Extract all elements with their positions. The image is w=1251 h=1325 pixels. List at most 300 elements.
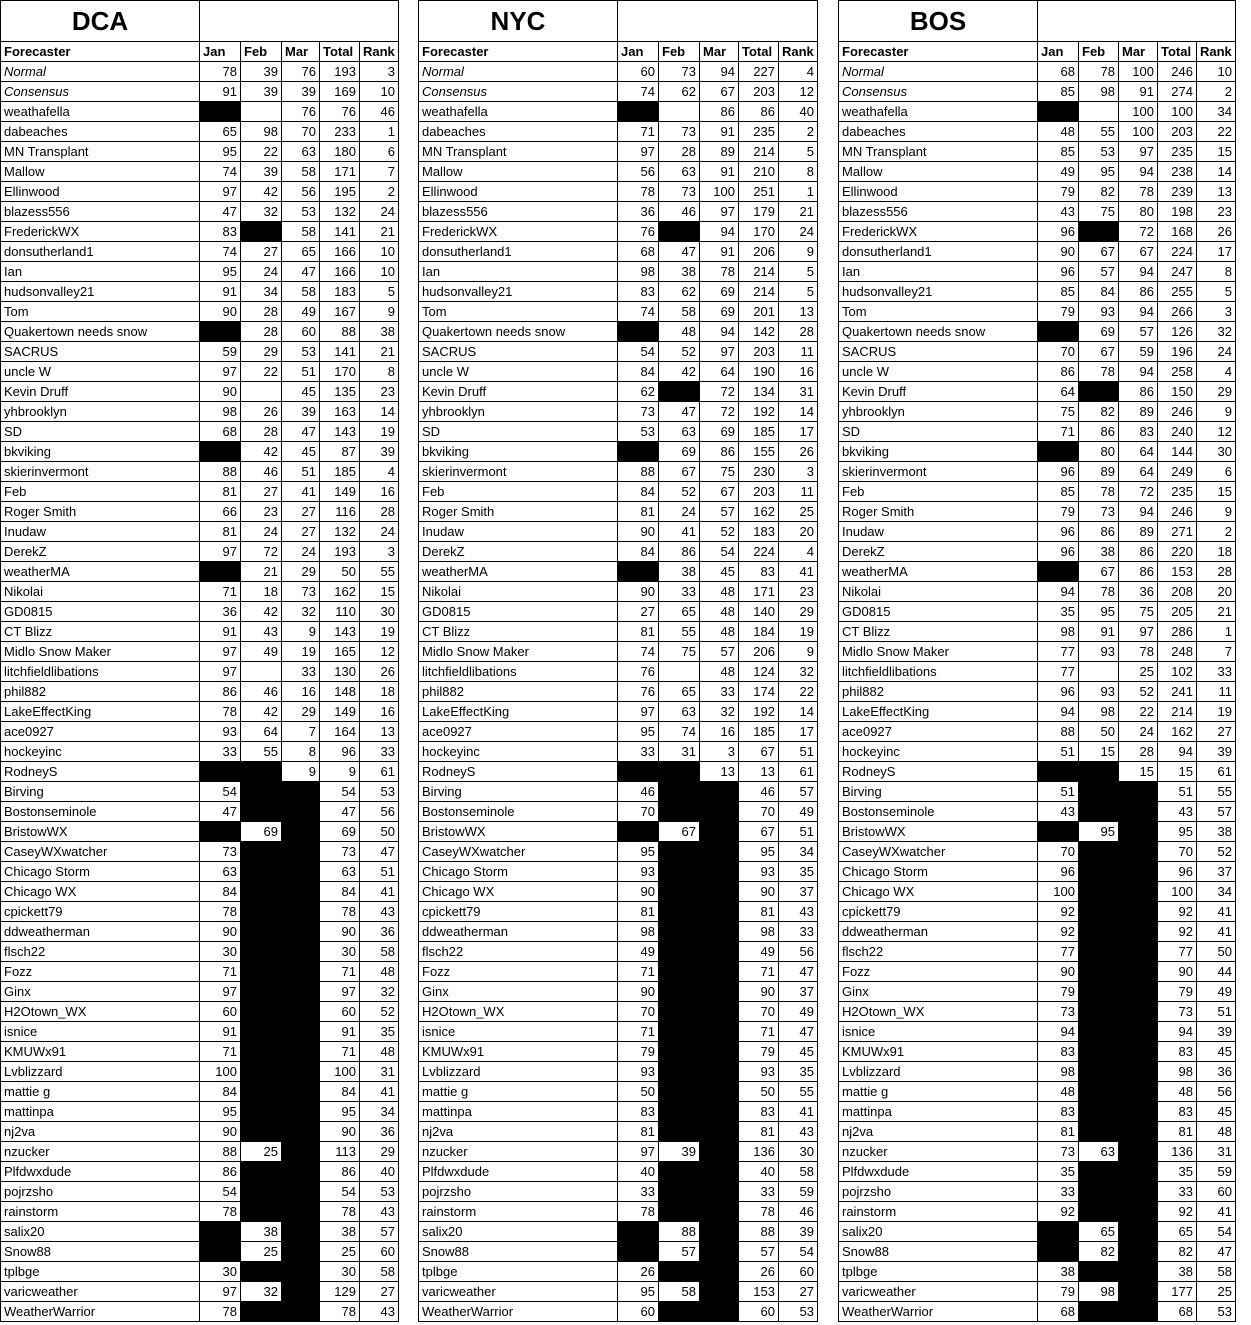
forecaster-name: Mallow (839, 162, 1038, 182)
feb-score: 69 (1079, 322, 1119, 342)
jan-score: 70 (1038, 842, 1079, 862)
total-score: 26 (739, 1262, 779, 1282)
feb-score: 67 (659, 462, 700, 482)
mar-score (282, 1202, 320, 1222)
jan-score: 47 (200, 202, 241, 222)
feb-score (1079, 222, 1119, 242)
rank: 58 (779, 1162, 818, 1182)
table-row (1, 1122, 399, 1142)
total-score: 76 (320, 102, 360, 122)
jan-score: 79 (1038, 182, 1079, 202)
mar-score: 29 (282, 562, 320, 582)
rank: 24 (779, 222, 818, 242)
col-header-total: Total (1158, 42, 1197, 62)
rank: 40 (779, 102, 818, 122)
feb-score (1079, 762, 1119, 782)
total-score: 33 (1158, 1182, 1197, 1202)
mar-score: 48 (700, 602, 739, 622)
feb-score: 67 (1079, 242, 1119, 262)
col-header-total: Total (320, 42, 360, 62)
jan-score: 90 (618, 522, 659, 542)
jan-score: 74 (618, 82, 659, 102)
forecaster-name: Birving (839, 782, 1038, 802)
table-row (419, 1042, 818, 1062)
table-row (1, 362, 399, 382)
rank: 8 (779, 162, 818, 182)
total-score: 40 (739, 1162, 779, 1182)
table-row (1, 602, 399, 622)
table-row (419, 902, 818, 922)
forecaster-name: RodneyS (419, 762, 618, 782)
rank: 21 (779, 202, 818, 222)
forecaster-name: nj2va (1, 1122, 200, 1142)
rank: 41 (779, 562, 818, 582)
table-row (839, 162, 1236, 182)
total-score: 73 (320, 842, 360, 862)
feb-score: 33 (659, 582, 700, 602)
feb-score (241, 962, 282, 982)
feb-score: 39 (241, 162, 282, 182)
jan-score: 78 (618, 182, 659, 202)
feb-score (241, 1162, 282, 1182)
forecaster-name: flsch22 (419, 942, 618, 962)
forecaster-name: Ellinwood (839, 182, 1038, 202)
mar-score (282, 1302, 320, 1322)
jan-score: 48 (1038, 122, 1079, 142)
forecaster-name: weatherMA (1, 562, 200, 582)
table-row (1, 262, 399, 282)
mar-score (1119, 862, 1158, 882)
total-score: 171 (320, 162, 360, 182)
total-score: 87 (320, 442, 360, 462)
forecaster-name: BristowWX (1, 822, 200, 842)
feb-score: 58 (659, 302, 700, 322)
feb-score: 78 (1079, 482, 1119, 502)
forecaster-name: Lvblizzard (1, 1062, 200, 1082)
rank: 51 (1197, 1002, 1236, 1022)
total-score: 235 (1158, 482, 1197, 502)
forecaster-name: Nikolai (839, 582, 1038, 602)
forecaster-name: mattinpa (839, 1102, 1038, 1122)
table-row (839, 822, 1236, 842)
jan-score: 85 (1038, 82, 1079, 102)
table-row (1, 302, 399, 322)
mar-score (700, 1142, 739, 1162)
jan-score: 78 (200, 902, 241, 922)
forecaster-name: blazess556 (1, 202, 200, 222)
rank: 49 (1197, 982, 1236, 1002)
table-row (839, 342, 1236, 362)
feb-score: 98 (241, 122, 282, 142)
jan-score: 66 (200, 502, 241, 522)
mar-score: 78 (1119, 182, 1158, 202)
mar-score: 9 (282, 622, 320, 642)
rank: 16 (779, 362, 818, 382)
jan-score: 81 (200, 522, 241, 542)
forecaster-name: Consensus (419, 82, 618, 102)
feb-score (1079, 1122, 1119, 1142)
rank: 39 (1197, 1022, 1236, 1042)
rank: 33 (1197, 662, 1236, 682)
jan-score: 88 (1038, 722, 1079, 742)
jan-score: 98 (618, 262, 659, 282)
mar-score: 89 (1119, 402, 1158, 422)
jan-score: 26 (618, 1262, 659, 1282)
table-row (839, 702, 1236, 722)
jan-score: 74 (200, 162, 241, 182)
total-score: 140 (739, 602, 779, 622)
mar-score: 94 (1119, 162, 1158, 182)
table-row (1, 1182, 399, 1202)
mar-score (282, 1042, 320, 1062)
total-score: 60 (320, 1002, 360, 1022)
feb-score: 28 (241, 322, 282, 342)
table-row (1, 1222, 399, 1242)
feb-score: 65 (1079, 1222, 1119, 1242)
table-row (1, 1162, 399, 1182)
rank: 6 (360, 142, 399, 162)
mar-score: 45 (282, 442, 320, 462)
rank: 2 (1197, 522, 1236, 542)
rank: 30 (360, 602, 399, 622)
rank: 9 (360, 302, 399, 322)
forecaster-name: hockeyinc (1, 742, 200, 762)
feb-score: 63 (1079, 1142, 1119, 1162)
feb-score: 80 (1079, 442, 1119, 462)
forecaster-name: ace0927 (839, 722, 1038, 742)
table-row (1, 342, 399, 362)
rank: 45 (1197, 1042, 1236, 1062)
feb-score: 73 (1079, 502, 1119, 522)
mar-score: 72 (700, 402, 739, 422)
feb-score: 28 (241, 302, 282, 322)
table-row (1, 162, 399, 182)
table-row (419, 522, 818, 542)
table-row (1, 1302, 399, 1322)
rank: 51 (779, 822, 818, 842)
feb-score: 78 (1079, 62, 1119, 82)
mar-score (700, 1242, 739, 1262)
table-row (1, 902, 399, 922)
jan-score: 33 (200, 742, 241, 762)
total-score: 69 (320, 822, 360, 842)
table-row (419, 322, 818, 342)
table-row (419, 642, 818, 662)
forecaster-name: Midlo Snow Maker (419, 642, 618, 662)
total-score: 71 (320, 962, 360, 982)
mar-score: 64 (700, 362, 739, 382)
forecaster-name: cpickett79 (419, 902, 618, 922)
mar-score: 19 (282, 642, 320, 662)
rank: 46 (360, 102, 399, 122)
rank: 8 (360, 362, 399, 382)
total-score: 60 (739, 1302, 779, 1322)
feb-score (659, 962, 700, 982)
feb-score (241, 1022, 282, 1042)
forecaster-name: rainstorm (419, 1202, 618, 1222)
feb-score (1079, 942, 1119, 962)
mar-score: 59 (1119, 342, 1158, 362)
total-score: 210 (739, 162, 779, 182)
mar-score: 64 (1119, 442, 1158, 462)
table-row (839, 202, 1236, 222)
jan-score: 97 (200, 1282, 241, 1302)
rank: 34 (779, 842, 818, 862)
col-header-mar: Mar (282, 42, 320, 62)
feb-score: 62 (659, 282, 700, 302)
table-row (419, 942, 818, 962)
feb-score: 95 (1079, 602, 1119, 622)
table-row (419, 722, 818, 742)
total-score: 73 (1158, 1002, 1197, 1022)
feb-score: 38 (659, 562, 700, 582)
rank: 12 (1197, 422, 1236, 442)
mar-score (1119, 1302, 1158, 1322)
rank: 21 (360, 342, 399, 362)
feb-score: 52 (659, 482, 700, 502)
total-score: 196 (1158, 342, 1197, 362)
feb-score (659, 382, 700, 402)
jan-score: 88 (200, 462, 241, 482)
jan-score: 83 (200, 222, 241, 242)
table-row (839, 362, 1236, 382)
jan-score (618, 562, 659, 582)
rank: 10 (360, 242, 399, 262)
mar-score (700, 1302, 739, 1322)
total-score: 201 (739, 302, 779, 322)
mar-score (1119, 1042, 1158, 1062)
table-row (419, 262, 818, 282)
total-score: 239 (1158, 182, 1197, 202)
mar-score: 86 (700, 442, 739, 462)
mar-score: 24 (282, 542, 320, 562)
forecaster-name: Plfdwxdude (1, 1162, 200, 1182)
jan-score: 48 (1038, 1082, 1079, 1102)
rank: 55 (779, 1082, 818, 1102)
mar-score (700, 1002, 739, 1022)
jan-score: 43 (1038, 202, 1079, 222)
jan-score: 71 (618, 122, 659, 142)
forecaster-name: CT Blizz (419, 622, 618, 642)
mar-score: 67 (700, 82, 739, 102)
mar-score: 32 (700, 702, 739, 722)
forecaster-name: Mallow (1, 162, 200, 182)
jan-score: 77 (1038, 662, 1079, 682)
total-score: 233 (320, 122, 360, 142)
forecaster-name: Feb (839, 482, 1038, 502)
feb-score: 23 (241, 502, 282, 522)
total-score: 54 (320, 782, 360, 802)
jan-score: 74 (618, 642, 659, 662)
table-row (839, 62, 1236, 82)
mar-score (1119, 822, 1158, 842)
feb-score: 25 (241, 1242, 282, 1262)
mar-score: 16 (700, 722, 739, 742)
feb-score: 15 (1079, 742, 1119, 762)
table-row (419, 82, 818, 102)
total-score: 113 (320, 1142, 360, 1162)
forecaster-name: donsutherland1 (839, 242, 1038, 262)
mar-score (1119, 1142, 1158, 1162)
jan-score (200, 822, 241, 842)
rank: 21 (1197, 602, 1236, 622)
forecaster-name: skierinvermont (839, 462, 1038, 482)
feb-score: 62 (659, 82, 700, 102)
total-score: 124 (739, 662, 779, 682)
feb-score (241, 1202, 282, 1222)
forecaster-name: CaseyWXwatcher (1, 842, 200, 862)
forecaster-name: Fozz (1, 962, 200, 982)
feb-score: 32 (241, 202, 282, 222)
feb-score: 98 (1079, 82, 1119, 102)
forecaster-name: salix20 (1, 1222, 200, 1242)
forecaster-name: Ian (839, 262, 1038, 282)
table-row (839, 982, 1236, 1002)
dca-table (0, 0, 399, 1322)
rank: 37 (779, 982, 818, 1002)
forecaster-name: Nikolai (1, 582, 200, 602)
mar-score: 83 (1119, 422, 1158, 442)
jan-score: 92 (1038, 1202, 1079, 1222)
jan-score: 73 (200, 842, 241, 862)
table-row (419, 1062, 818, 1082)
forecaster-name: ddweatherman (1, 922, 200, 942)
mar-score: 52 (1119, 682, 1158, 702)
total-score: 171 (739, 582, 779, 602)
table-row (839, 402, 1236, 422)
mar-score (282, 842, 320, 862)
feb-score: 34 (241, 282, 282, 302)
table-row (839, 502, 1236, 522)
mar-score: 64 (1119, 462, 1158, 482)
feb-score: 88 (659, 1222, 700, 1242)
rank: 59 (1197, 1162, 1236, 1182)
feb-score (659, 1082, 700, 1102)
feb-score (1079, 902, 1119, 922)
table-row (839, 762, 1236, 782)
rank: 4 (779, 542, 818, 562)
total-score: 206 (739, 642, 779, 662)
table-row (1, 442, 399, 462)
total-score: 30 (320, 1262, 360, 1282)
feb-score (241, 102, 282, 122)
jan-score: 78 (200, 1202, 241, 1222)
jan-score: 88 (618, 462, 659, 482)
rank: 27 (1197, 722, 1236, 742)
total-score: 48 (1158, 1082, 1197, 1102)
jan-score: 73 (1038, 1142, 1079, 1162)
feb-score: 98 (1079, 1282, 1119, 1302)
mar-score (282, 1022, 320, 1042)
feb-score: 28 (659, 142, 700, 162)
feb-score: 38 (659, 262, 700, 282)
mar-score: 47 (282, 262, 320, 282)
mar-score: 36 (1119, 582, 1158, 602)
rank: 15 (1197, 142, 1236, 162)
rank: 53 (1197, 1302, 1236, 1322)
rank: 43 (779, 902, 818, 922)
jan-score: 71 (618, 962, 659, 982)
forecaster-name: CT Blizz (1, 622, 200, 642)
table-row (839, 1302, 1236, 1322)
table-row (839, 442, 1236, 462)
forecaster-name: Snow88 (419, 1242, 618, 1262)
mar-score: 25 (1119, 662, 1158, 682)
table-row (839, 1282, 1236, 1302)
rank: 24 (1197, 342, 1236, 362)
table-row (1, 1082, 399, 1102)
forecaster-name: KMUWx91 (839, 1042, 1038, 1062)
jan-score: 36 (200, 602, 241, 622)
mar-score: 7 (282, 722, 320, 742)
forecaster-name: Feb (419, 482, 618, 502)
jan-score: 77 (1038, 642, 1079, 662)
total-score: 220 (1158, 542, 1197, 562)
forecaster-name: varicweather (419, 1282, 618, 1302)
rank: 1 (1197, 622, 1236, 642)
mar-score (1119, 802, 1158, 822)
total-score: 165 (320, 642, 360, 662)
table-row (1, 102, 399, 122)
rank: 58 (1197, 1262, 1236, 1282)
total-score: 162 (1158, 722, 1197, 742)
jan-score: 30 (200, 1262, 241, 1282)
table-row (839, 382, 1236, 402)
total-score: 235 (1158, 142, 1197, 162)
forecaster-name: litchfieldlibations (839, 662, 1038, 682)
jan-score: 78 (200, 1302, 241, 1322)
forecaster-name: RodneyS (839, 762, 1038, 782)
total-score: 78 (320, 1302, 360, 1322)
jan-score: 98 (1038, 1062, 1079, 1082)
col-header-forecaster: Forecaster (419, 42, 618, 62)
forecaster-name: Ian (1, 262, 200, 282)
forecaster-name: H2Otown_WX (839, 1002, 1038, 1022)
table-row (839, 462, 1236, 482)
jan-score: 38 (1038, 1262, 1079, 1282)
rank: 15 (1197, 482, 1236, 502)
total-score: 198 (1158, 202, 1197, 222)
total-score: 95 (1158, 822, 1197, 842)
forecaster-name: CaseyWXwatcher (419, 842, 618, 862)
table-row (839, 1182, 1236, 1202)
total-score: 185 (739, 422, 779, 442)
feb-score: 67 (659, 822, 700, 842)
total-score: 185 (320, 462, 360, 482)
forecaster-name: GD0815 (839, 602, 1038, 622)
total-score: 82 (1158, 1242, 1197, 1262)
jan-score (618, 1222, 659, 1242)
feb-score (241, 902, 282, 922)
total-score: 190 (739, 362, 779, 382)
total-score: 93 (739, 1062, 779, 1082)
forecaster-name: yhbrooklyn (839, 402, 1038, 422)
total-score: 249 (1158, 462, 1197, 482)
forecaster-name: BristowWX (839, 822, 1038, 842)
table-row (419, 242, 818, 262)
forecaster-name: hudsonvalley21 (1, 282, 200, 302)
jan-score: 94 (1038, 1022, 1079, 1042)
rank: 23 (1197, 202, 1236, 222)
feb-score (241, 882, 282, 902)
mar-score: 78 (1119, 642, 1158, 662)
jan-score (200, 102, 241, 122)
total-score: 100 (320, 1062, 360, 1082)
rank: 26 (360, 662, 399, 682)
jan-score: 73 (1038, 1002, 1079, 1022)
rank: 14 (779, 402, 818, 422)
mar-score: 76 (282, 102, 320, 122)
